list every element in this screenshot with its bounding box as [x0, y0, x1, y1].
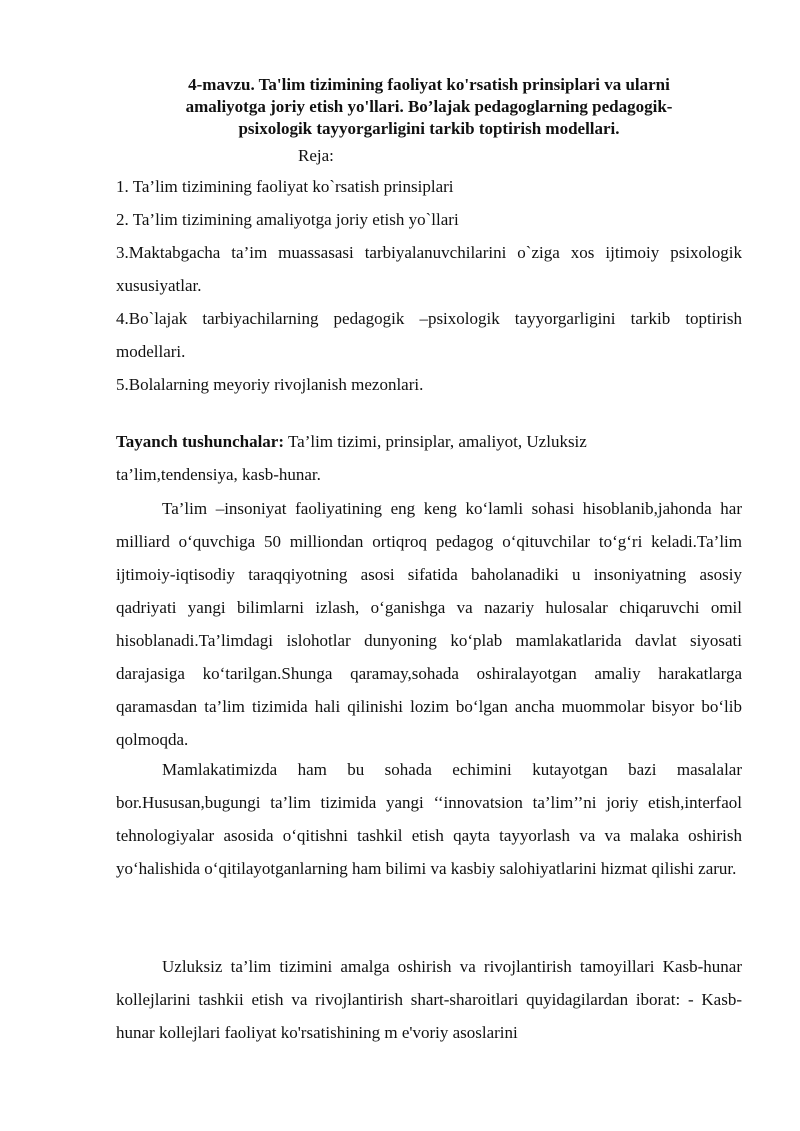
- title-line-3: psixologik tayyorgarligini tarkib toptirish modellari.: [238, 119, 620, 138]
- key-concepts-label: Tayanch tushunchalar:: [116, 432, 285, 451]
- paragraph-2: Mamlakatimizda ham bu sohada echimini kutayotgan bazi masalalar bor.Hususan,bugungi ta’lim tizimida yangi ‘‘innovatsion ta’lim’’ni joriy etish,interfaol tehnologiyalar asosida o‘qitishni tashkil etish qayta tayyorlash va va malaka oshirish yo‘halishida o‘qitilayotganlarning ham bilimi va kasbiy salohiyatlarini hizmat qilishi zarur.: [116, 760, 742, 878]
- key-concepts-line-2: ta’lim,tendensiya, kasb-hunar.: [116, 465, 321, 484]
- title-line-1: 4-mavzu. Ta'lim tizimining faoliyat ko'rsatish prinsiplari va ularni: [188, 75, 670, 94]
- plan-item-4: 4.Bo`lajak tarbiyachilarning pedagogik –psixologik tayyorgarligini tarkib toptirish modellari.: [116, 309, 742, 361]
- title-line-2: amaliyotga joriy etish yo'llari. Bo’lajak pedagoglarning pedagogik-: [185, 97, 673, 116]
- plan-item-3: 3.Maktabgacha ta’im muassasasi tarbiyalanuvchilarini o`ziga xos ijtimoiy psixologik xususiyatlar.: [116, 243, 742, 295]
- plan-item-2: 2. Ta’lim tizimining amaliyotga joriy etish yo`llari: [116, 210, 459, 229]
- paragraph-3: Uzluksiz ta’lim tizimini amalga oshirish va rivojlantirish tamoyillari Kasb-hunar kollejlarini tashkii etish va rivojlantirish shart-sharoitlari quyidagilardan iborat: - Kasb-hunar kollejlari faoliyat ko'rsatishining m e'voriy asoslarini: [116, 957, 742, 1042]
- plan-item-5: 5.Bolalarning meyoriy rivojlanish mezonlari.: [116, 375, 424, 394]
- plan-heading: Reja:: [298, 146, 334, 165]
- paragraph-1: Ta’lim –insoniyat faoliyatining eng keng ko‘lamli sohasi hisoblanib,jahonda har milliard o‘quvchiga 50 milliondan ortiqroq pedagog o‘qituvchilar to‘g‘ri keladi.Ta’lim ijtimoiy-iqtisodiy taraqqiyotning asosi sifatida baholanadiki u insoniyatning asosiy qadriyati yangi bilimlarni izlash, o‘ganishga va nazariy hulosalar chiqaruvchi omil hisoblanadi.Ta’limdagi islohotlar dunyoning ko‘plab mamlakatlarida davlat siyosati darajasiga ko‘tarilgan.Shunga qaramay,sohada oshiralayotgan amaliy harakatlarga qaramasdan ta’lim tizimida hali qilinishi lozim bo‘lgan ancha muommolar bisyor bo‘lib qolmoqda.: [116, 499, 742, 749]
- document-title: [116, 74, 742, 140]
- plan-list: [116, 170, 742, 401]
- key-concepts: [116, 425, 742, 491]
- plan-item-1: 1. Ta’lim tizimining faoliyat ko`rsatish prinsiplari: [116, 177, 454, 196]
- key-concepts-line-1: Ta’lim tizimi, prinsiplar, amaliyot, Uzluksiz: [284, 432, 587, 451]
